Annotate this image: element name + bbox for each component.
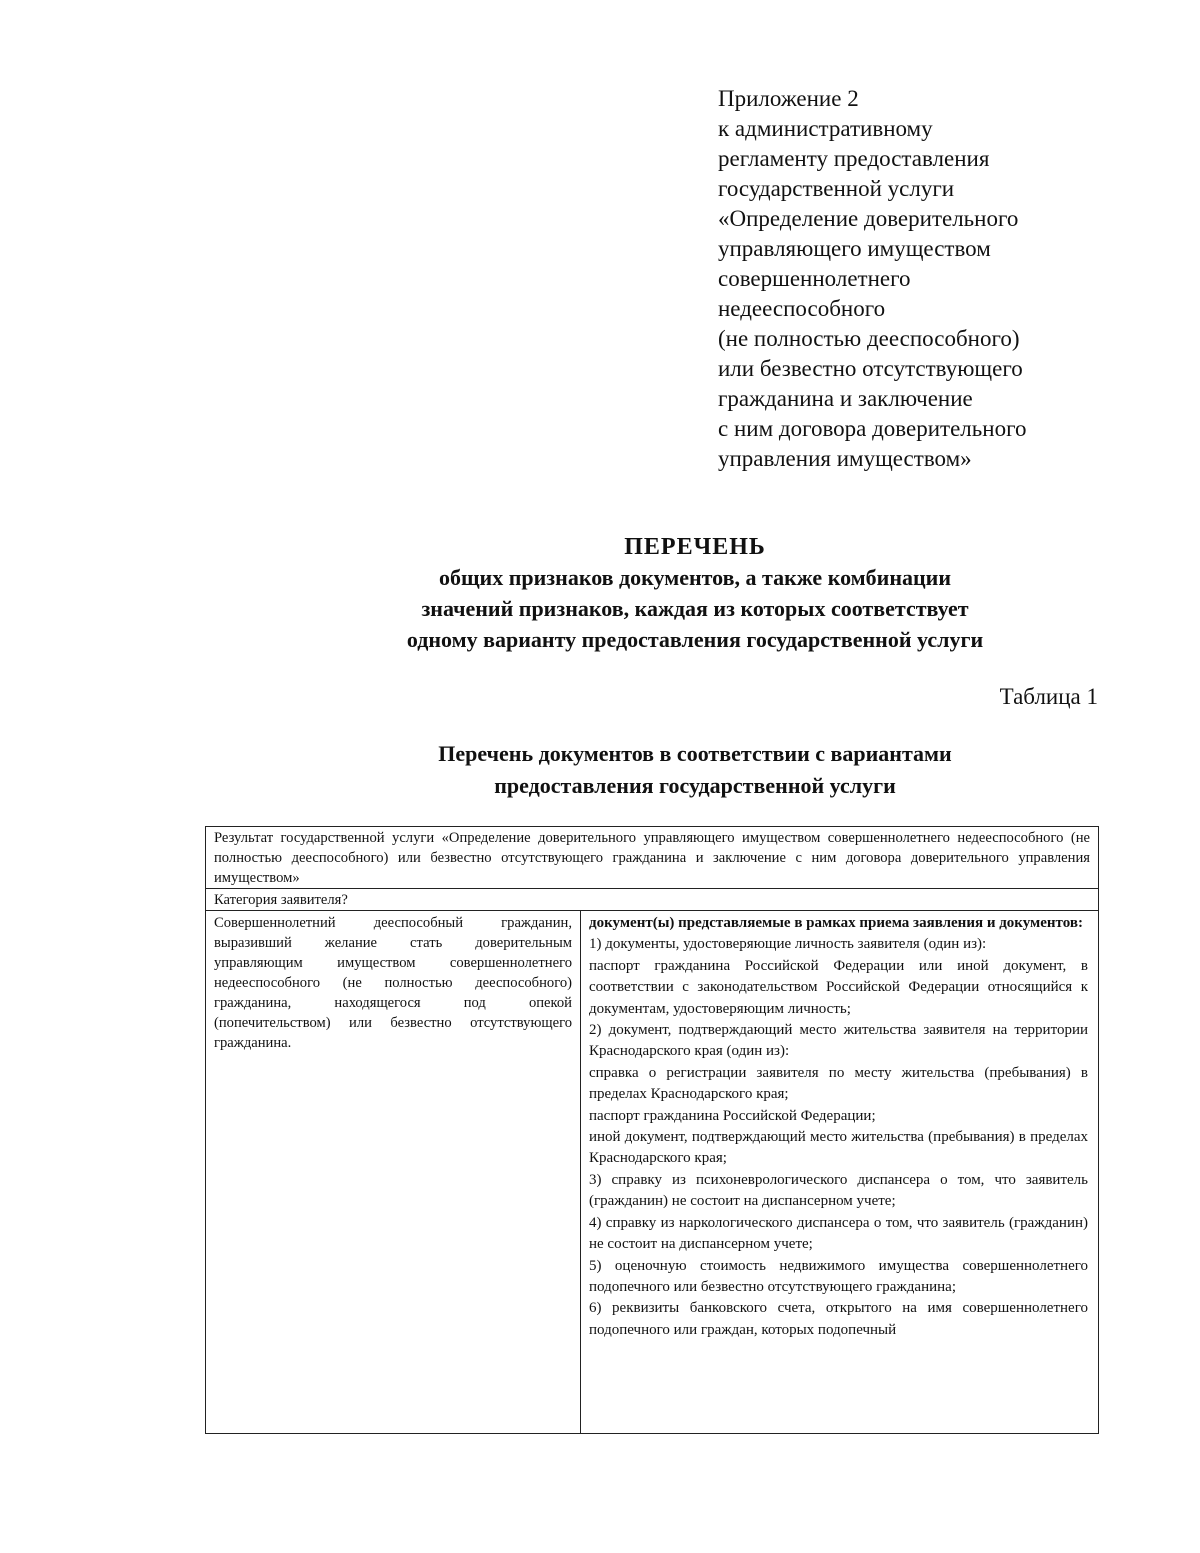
documents-list-item: справка о регистрации заявителя по месту жительства (пребывания) в пределах Краснодарского края; bbox=[589, 1064, 1088, 1103]
applicant-row bbox=[206, 911, 1098, 1433]
appendix-block bbox=[718, 84, 1158, 474]
appendix-line: (не полностью дееспособного) bbox=[718, 326, 1020, 351]
documents-table bbox=[205, 826, 1099, 1434]
documents-list-item: паспорт гражданина Российской Федерации или иной документ, в соответствии с законодательством Российской Федерации относящийся к документам, удостоверяющим личность; bbox=[589, 957, 1088, 1017]
table-number: Таблица 1 bbox=[999, 684, 1098, 709]
heading-line: общих признаков документов, а также комбинации bbox=[438, 565, 952, 590]
appendix-line: государственной услуги bbox=[718, 176, 955, 201]
appendix-line: недееспособного bbox=[718, 296, 886, 321]
appendix-line: «Определение доверительного bbox=[718, 206, 1019, 231]
category-cell: Категория заявителя? bbox=[214, 892, 348, 908]
appendix-line: к административному bbox=[718, 116, 933, 141]
documents-list-item: 2) документ, подтверждающий место жительства заявителя на территории Краснодарского края (один из): bbox=[589, 1022, 1088, 1060]
heading-line: значений признаков, каждая из которых соответствует bbox=[421, 596, 969, 621]
heading-line: одному варианту предоставления государственной услуги bbox=[406, 627, 984, 652]
result-cell: Результат государственной услуги «Определение доверительного управляющего имуществом совершеннолетнего недееспособного (не полностью дееспособного) или безвестно отсутствующего гражданина и заключение с ним договора доверительного управления имуществом» bbox=[214, 830, 1090, 886]
applicant-description: Совершеннолетний дееспособный гражданин, выразивший желание стать доверительным управляющим имуществом совершеннолетнего недееспособного (не полностью дееспособного) гражданина, находящегося под опекой (попечительством) или безвестно отсутствующего гражданина. bbox=[214, 915, 572, 1051]
table-title-line: предоставления государственной услуги bbox=[494, 773, 896, 798]
documents-list-cell bbox=[581, 911, 1098, 1433]
category-row bbox=[206, 889, 1098, 911]
appendix-line: регламенту предоставления bbox=[718, 146, 990, 171]
applicant-description-cell bbox=[206, 911, 581, 1433]
appendix-line: управляющего имуществом bbox=[718, 236, 991, 261]
documents-list-item: иной документ, подтверждающий место жительства (пребывания) в пределах Краснодарского края; bbox=[589, 1129, 1088, 1167]
appendix-line: совершеннолетнего bbox=[718, 266, 911, 291]
documents-list-item: паспорт гражданина Российской Федерации; bbox=[589, 1107, 876, 1124]
appendix-line: или безвестно отсутствующего bbox=[718, 356, 1023, 381]
appendix-line: гражданина и заключение bbox=[718, 386, 973, 411]
appendix-line: с ним договора доверительного bbox=[718, 416, 1027, 441]
documents-list-heading: документ(ы) представляемые в рамках приема заявления и документов: bbox=[589, 915, 1083, 931]
documents-list-item: 3) справку из психоневрологического диспансера о том, что заявитель (гражданин) не состоит на диспансерном учете; bbox=[589, 1171, 1088, 1210]
documents-list-item: 4) справку из наркологического диспансера о том, что заявитель (гражданин) не состоит на диспансерном учете; bbox=[589, 1214, 1088, 1253]
documents-list-item: 5) оценочную стоимость недвижимого имущества совершеннолетнего подопечного или безвестно отсутствующего гражданина; bbox=[589, 1257, 1088, 1295]
documents-list-item: 1) документы, удостоверяющие личность заявителя (один из): bbox=[589, 936, 987, 953]
document-heading bbox=[0, 532, 1200, 655]
documents-list-item: 6) реквизиты банковского счета, открытого на имя совершеннолетнего подопечного или граждан, которых подопечный bbox=[589, 1300, 1088, 1338]
appendix-line: Приложение 2 bbox=[718, 86, 859, 111]
table-title-line: Перечень документов в соответствии с вариантами bbox=[438, 741, 952, 766]
result-row bbox=[206, 827, 1098, 889]
heading-title: ПЕРЕЧЕНЬ bbox=[624, 534, 766, 560]
table-title bbox=[0, 738, 1200, 802]
appendix-line: управления имуществом» bbox=[718, 446, 972, 471]
